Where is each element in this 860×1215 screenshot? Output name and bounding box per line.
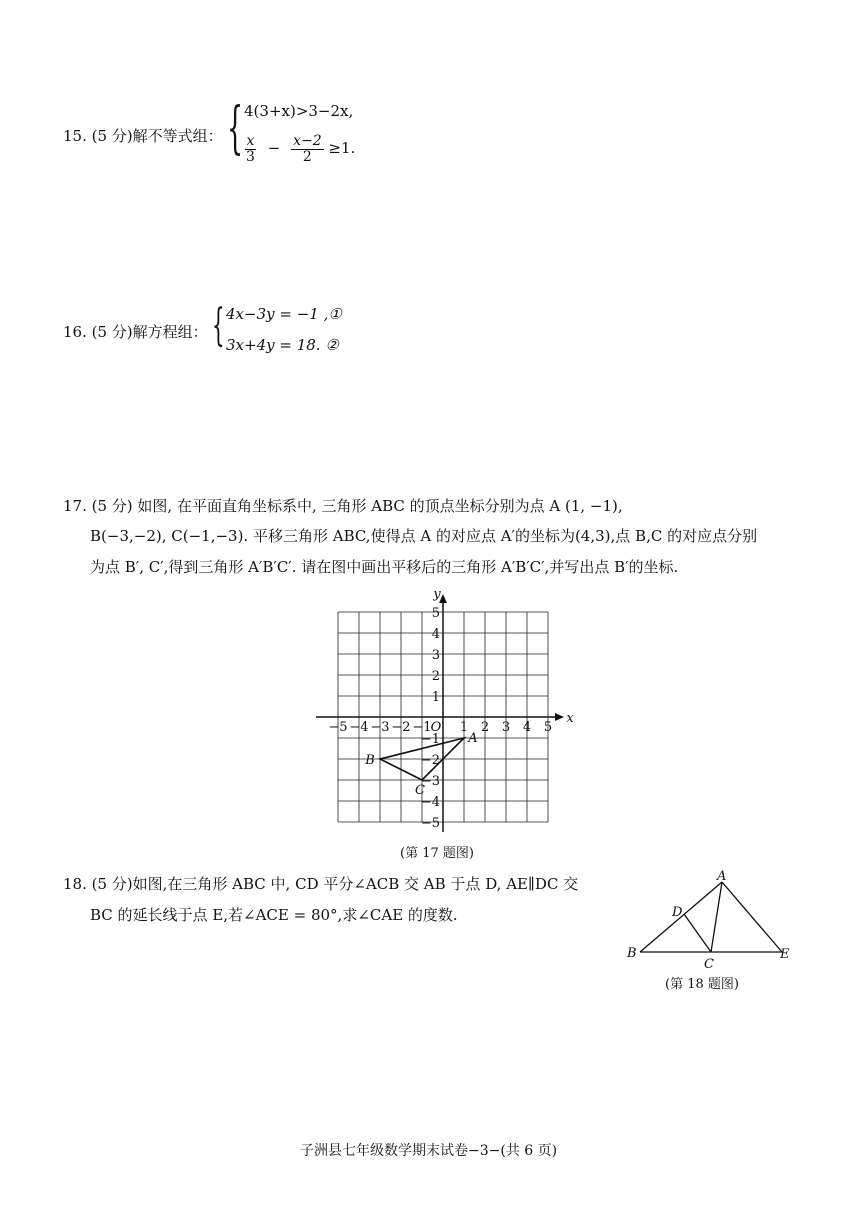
q15-inequality-1: 4(3+x)>3−2x, — [244, 102, 354, 120]
x-axis-label: x — [566, 711, 574, 726]
q17-coordinate-grid — [300, 580, 590, 840]
point-label-b: B — [365, 753, 375, 768]
x-tick-label: 1 — [459, 720, 469, 735]
q15-frac-2: $\frac{x-2}{2}$ — [293, 133, 322, 165]
q16-equation-2: 3x+4y = 18. ② — [226, 336, 339, 354]
q18-text-line-1: 18. (5 分)如图,在三角形 ABC 中, CD 平分∠ACB 交 AB 于点 D, AE∥DC 交 — [63, 875, 579, 893]
q17-caption: (第 17 题图) — [400, 846, 474, 861]
x-tick-label: −3 — [370, 720, 390, 735]
y-tick-label: 4 — [431, 627, 440, 642]
y-tick-label: 3 — [431, 648, 440, 663]
y-axis-label: y — [433, 587, 441, 602]
q16-equation-1: 4x−3y = −1 ,① — [226, 305, 342, 323]
y-tick-label: 1 — [431, 690, 440, 705]
x-tick-label: 4 — [522, 720, 532, 735]
q16-brace: { — [212, 300, 225, 351]
q18-triangle-figure — [622, 862, 802, 970]
x-tick-label: 2 — [480, 720, 490, 735]
segment-dc — [684, 914, 711, 952]
y-tick-label: 5 — [431, 606, 440, 621]
x-tick-label: −2 — [391, 720, 411, 735]
q15-label: 15. (5 分)解不等式组： — [63, 127, 223, 145]
y-tick-label: 2 — [431, 669, 440, 684]
q15-frac-1: $\frac{x}{3}$ — [246, 133, 255, 165]
point-label-c: C — [415, 783, 425, 798]
point-label-b: B — [627, 946, 637, 961]
x-tick-label: −1 — [412, 720, 432, 735]
x-axis-arrow — [555, 713, 564, 721]
origin-label: O — [430, 720, 442, 735]
q18-caption: (第 18 题图) — [665, 977, 739, 992]
point-label-c: C — [704, 957, 714, 970]
point-label-e: E — [780, 947, 790, 962]
x-tick-label: −5 — [328, 720, 348, 735]
point-label-a: A — [717, 869, 727, 884]
q17-text-line-2: B(−3,−2), C(−1,−3). 平移三角形 ABC,使得点 A 的对应点 A′的坐标为(4,3),点 B,C 的对应点分别 — [90, 527, 758, 545]
y-tick-label: −1 — [420, 732, 440, 747]
point-label-d: D — [672, 905, 683, 920]
q15-minus: − — [267, 139, 281, 158]
q18-text-line-2: BC 的延长线于点 E,若∠ACE = 80°,求∠CAE 的度数. — [90, 906, 458, 924]
y-tick-label: −2 — [420, 753, 440, 768]
x-tick-label: 3 — [501, 720, 511, 735]
q16-label: 16. (5 分)解方程组： — [63, 323, 208, 341]
grid-labels — [328, 587, 574, 831]
q17-text-line-1: 17. (5 分) 如图, 在平面直角坐标系中, 三角形 ABC 的顶点坐标分别为点 A (1, −1), — [63, 497, 623, 515]
segment-ac — [711, 882, 722, 952]
q15-tail: ≥1. — [328, 139, 356, 158]
segment-ae — [722, 882, 782, 952]
q15-inequality-2 — [244, 134, 355, 164]
page-footer: 子洲县七年级数学期末试卷−3−(共 6 页) — [300, 1143, 558, 1159]
y-tick-label: −5 — [420, 816, 440, 831]
y-tick-label: −4 — [420, 795, 440, 810]
q17-text-line-3: 为点 B′, C′,得到三角形 A′B′C′. 请在图中画出平移后的三角形 A′B′C′,并写出点 B′的坐标. — [90, 558, 679, 576]
x-tick-label: −4 — [349, 720, 369, 735]
y-tick-label: −3 — [420, 774, 440, 789]
point-label-a: A — [468, 731, 478, 746]
x-tick-label: 5 — [543, 720, 553, 735]
q15-brace: { — [227, 96, 244, 161]
